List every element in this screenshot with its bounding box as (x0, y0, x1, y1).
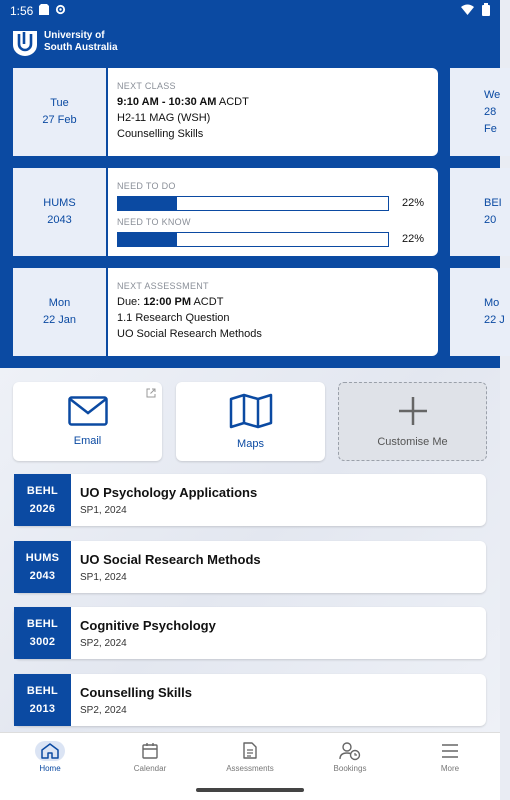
envelope-icon (68, 396, 108, 429)
next-assessment-date (13, 268, 108, 356)
next-class-subject: Counselling Skills (117, 128, 204, 140)
next-assessment-caption: NEXT ASSESSMENT (117, 281, 209, 291)
course-code-line1: BEHL (26, 485, 59, 497)
progress-code-line1: HUMS (43, 197, 76, 209)
course-title: UO Psychology Applications (80, 485, 258, 500)
course-term: SP1, 2024 (80, 505, 127, 516)
next-assessment-title: 1.1 Research Question (117, 312, 230, 324)
course-code-line2: 2026 (29, 503, 56, 515)
calendar-icon (135, 741, 165, 761)
next-assessment-course: UO Social Research Methods (117, 328, 262, 340)
course-row[interactable] (14, 474, 486, 526)
peek-assessment-day: Mo (484, 297, 500, 309)
next-class-timezone: ACDT (218, 96, 249, 108)
course-code-line1: BEHL (26, 618, 59, 630)
unisa-logo (12, 28, 118, 56)
sd-card-icon (39, 4, 49, 18)
due-timezone: ACDT (193, 296, 224, 308)
need-to-know-label: NEED TO KNOW (117, 217, 191, 227)
next-class-card[interactable] (13, 68, 438, 156)
need-to-know-percent: 22% (402, 233, 425, 245)
customise-tile-label: Customise Me (377, 436, 448, 448)
course-code-line1: BEHL (26, 685, 59, 697)
course-code-line2: 2043 (29, 570, 56, 582)
nav-bookings-label: Bookings (333, 763, 367, 773)
course-term: SP1, 2024 (80, 572, 127, 583)
nav-home-label: Home (39, 763, 61, 773)
person-clock-icon (335, 741, 365, 761)
map-icon (229, 393, 273, 432)
course-code-line2: 3002 (29, 636, 56, 648)
nav-calendar-label: Calendar (133, 763, 167, 773)
due-prefix: Due: (117, 296, 141, 308)
nav-home[interactable] (0, 733, 100, 780)
plus-icon (397, 395, 429, 430)
battery-icon (482, 3, 490, 19)
next-assessment-due (117, 294, 430, 310)
maps-tile[interactable] (176, 382, 325, 461)
progress-course-code (13, 168, 108, 256)
next-assessment-card[interactable] (13, 268, 438, 356)
progress-peek-card[interactable] (450, 168, 510, 256)
logo-line1: University of (44, 30, 105, 41)
next-class-time-range: 9:10 AM - 10:30 AM (117, 96, 217, 108)
next-class-peek-card[interactable] (450, 68, 510, 156)
peek-next-class-date: 28 Fe (484, 105, 497, 135)
external-link-icon (146, 388, 156, 401)
course-code-line2: 2013 (29, 703, 56, 715)
next-assessment-date-text: 22 Jan (42, 314, 77, 326)
progress-code-line2: 2043 (47, 214, 72, 226)
peek-progress-line1: BEI (484, 197, 502, 209)
status-time: 1:56 (10, 4, 34, 18)
maps-tile-label: Maps (237, 438, 264, 450)
course-row[interactable] (14, 674, 486, 726)
system-navigation-bar (0, 780, 500, 800)
email-tile-label: Email (73, 435, 102, 447)
due-time: 12:00 PM (143, 296, 192, 308)
course-code-line1: HUMS (25, 552, 60, 564)
nav-bookings[interactable] (300, 733, 400, 780)
course-progress-card[interactable] (13, 168, 438, 256)
unisa-logo-icon (12, 28, 38, 56)
customise-tile[interactable] (338, 382, 487, 461)
email-tile[interactable] (13, 382, 162, 461)
nav-more[interactable] (400, 733, 500, 780)
course-term: SP2, 2024 (80, 705, 127, 716)
course-code (14, 474, 71, 526)
course-code (14, 541, 71, 593)
need-to-do-label: NEED TO DO (117, 181, 176, 191)
assessment-peek-card[interactable] (450, 268, 510, 356)
next-class-time (117, 94, 430, 110)
next-class-day: Tue (50, 97, 69, 109)
nav-assessments-label: Assessments (226, 763, 274, 773)
home-gesture-pill[interactable] (196, 788, 304, 792)
course-title: Counselling Skills (80, 685, 192, 700)
course-row[interactable] (14, 607, 486, 659)
need-to-do-bar (117, 196, 389, 211)
peek-assessment-date: 22 J (484, 314, 505, 326)
next-class-caption: NEXT CLASS (117, 81, 176, 91)
peek-progress-line2: 20 (484, 214, 497, 226)
need-to-know-bar (117, 232, 389, 247)
next-class-date (13, 68, 108, 156)
need-to-know-bar-fill (118, 233, 177, 246)
next-assessment-day: Mon (48, 297, 71, 309)
course-title: UO Social Research Methods (80, 552, 261, 567)
next-class-location: H2-11 MAG (WSH) (117, 112, 211, 124)
document-icon (235, 741, 265, 761)
status-bar (0, 0, 500, 22)
nav-more-label: More (440, 763, 460, 773)
peek-next-class-day: We (484, 88, 501, 101)
logo-line2: South Australia (44, 42, 118, 53)
course-code (14, 607, 71, 659)
course-term: SP2, 2024 (80, 638, 127, 649)
need-to-do-percent: 22% (402, 197, 425, 209)
next-class-date-text: 27 Feb (42, 114, 77, 126)
settings-icon (55, 4, 66, 18)
course-row[interactable] (14, 541, 486, 593)
need-to-do-bar-fill (118, 197, 177, 210)
course-code (14, 674, 71, 726)
nav-assessments[interactable] (200, 733, 300, 780)
nav-calendar[interactable] (100, 733, 200, 780)
wifi-icon (461, 4, 474, 18)
bottom-nav (0, 732, 500, 780)
menu-icon (435, 741, 465, 761)
course-title: Cognitive Psychology (80, 618, 216, 633)
home-icon (35, 741, 65, 761)
